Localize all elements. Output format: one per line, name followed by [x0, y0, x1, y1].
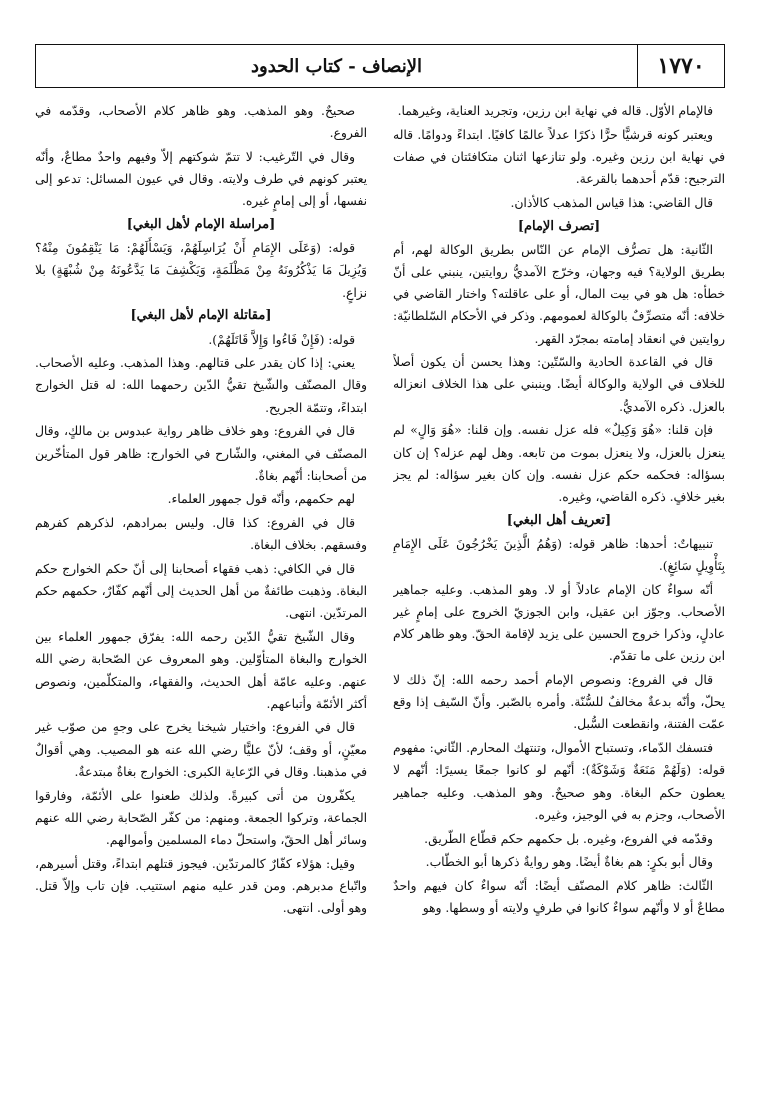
page-number: ١٧٧٠ [637, 45, 724, 87]
left-column-paragraph: يكفّرون من أتى كبيرةً. ولذلك طعنوا على الأئمّة، وفارقوا الجماعة، وتركوا الجمعة. ومنهم: من كفّر الصّحابة رضي الله عنهم وسائر أهل الحقّ، واستحلّ دماء المسلمين وأموالهم. [35, 788, 367, 847]
right-column-paragraph: الثّالث: ظاهر كلام المصنّف أيضًا: أنّه سواءٌ كان فيهم واحدٌ مطاعٌ أو لا وأنّهم سواءٌ كانوا في طرفٍ ولايته أو وسطها. وهو [393, 878, 725, 916]
right-column-section-heading: [تعريف أهل البغي] [506, 512, 612, 528]
left-column-paragraph: لهم حكمهم، وأنّه قول جمهور العلماء. [167, 492, 355, 507]
right-column-paragraph: قال القاضي: هذا قياس المذهب كالأذان. [510, 195, 713, 210]
right-column-section-heading: [تصرف الإمام] [517, 218, 601, 234]
right-column-paragraph: أنّه سواءٌ كان الإمام عادلاً أو لا. وهو المذهب. وعليه جماهير الأصحاب. وجوّز ابن عقيل، وابن الجوزيّ الخروج على إمامٍ غير عادلٍ، وذكرا خروج الحسين على يزيد لإقامة الحقّ. وهو ظاهر كلام ابن رزين على ما تقدّم. [393, 582, 725, 664]
left-column-paragraph: قال في الكافي: ذهب فقهاء أصحابنا إلى أنّ حكم الخوارج حكم البغاة. وذهبت طائفةٌ من أهل الحديث إلى أنّهم كفّارٌ، حكمهم حكم المرتدّين. انتهى. [35, 562, 367, 621]
left-column-paragraph: يعني: إذا كان يقدر على قتالهم. وهذا المذهب. وعليه الأصحاب. وقال المصنّف والشّيخ تقيُّ الدّين رحمهما الله: له قتل الخوارج ابتداءً، وتتمّة الجريح. [35, 356, 367, 415]
left-column-paragraph: وقال الشّيخ تقيُّ الدّين رحمه الله: يفرّق جمهور العلماء بين الخوارج والبغاة المتأوّلين. وهو المعروف عن الصّحابة رضي الله عنهم. وعليه عامّة أهل الحديث، والفقهاء، والمتكلّمين، ونصوص أكثر الأئمّة وأتباعهم. [35, 630, 367, 711]
left-column-paragraph: وقيل: هؤلاء كفّارٌ كالمرتدّين. فيجوز قتلهم ابتداءً، وقتل أسيرهم، واتّباع مدبرهم. ومن قدر عليه منهم استتيب. فإن تاب وإلاّ قتل. وهو أولى. انتهى. [35, 856, 367, 916]
right-column-paragraph: فإن قلنا: «هُوَ وَكِيلٌ» فله عزل نفسه. وإن قلنا: «هُوَ وَالٍ» لم ينعزل بالعزل، ولا ينعزل بموت من تابعه. وهل لهم عزله؟ إن كان بسؤاله: فحكمه حكم عزل نفسه. وإن كان بغير سؤاله: لم يجز بغير خلافٍ. ذكره القاضي، وغيره. [393, 423, 725, 504]
left-column-section-heading: [مقاتلة الإمام لأهل البغي] [130, 308, 272, 324]
text-columns [35, 100, 725, 1095]
right-column-paragraph: فتسفك الدّماء، وتستباح الأموال، وتنتهك المحارم. الثّاني: مفهوم قوله: (وَلَهُمْ مَنَعَةٌ وَشَوْكَةٌ): أنّهم لو كانوا جمعًا يسيرًا: أنّهم لا يعطون حكم البغاة. وهو صحيحٌ. وهو المذهب. وعليه جماهير الأصحاب، وجزم به في الوجيز، وغيره. [393, 741, 725, 822]
right-column-paragraph: الثّانية: هل تصرُّف الإمام عن النّاس بطريق الوكالة لهم، أم بطريق الولاية؟ فيه وجهان، وخرّج الآمديُّ روايتين، ينبني على أنّ خطأه: هل هو في بيت المال، أو على عاقلته؟ واختار القاضي في خلافه: أنّه متصرِّفٌ بالوكالة لعمومهم. وذكر في الأحكام السّلطانيّة: روايتين في انعقاد إمامته بمجرّد القهر. [393, 242, 725, 346]
left-column-paragraph: قوله: (فَإِنْ فَاءُوا وَإِلاَّ قَاتَلَهُمْ). [208, 332, 355, 347]
right-column-paragraph: وقدّمه في الفروع، وغيره. بل حكمهم حكم قطّاع الطّريق. [424, 831, 713, 846]
right-column-paragraph: قال في الفروع: ونصوص الإمام أحمد رحمه الله: إنّ ذلك لا يحلّ، وأنّه بدعةٌ مخالفٌ للسُّنّة. وأمره بالصّبر. وأنّ السّيف إذا وقع عمّت الفتنة، وانقطعت السُّبل. [393, 673, 725, 732]
running-title: الإنصاف - كتاب الحدود [251, 55, 422, 77]
left-column-paragraph: قال في الفروع: وهو خلاف ظاهر رواية عبدوس بن مالكٍ، وقال المصنّف في المغني، والشّارح في الخوارج: ظاهر قول المتأخّرين من أصحابنا: أنّهم بغاةٌ. [35, 424, 367, 483]
left-column-paragraph: صحيحٌ. وهو المذهب. وهو ظاهر كلام الأصحاب، وقدّمه في الفروع. [35, 104, 367, 141]
left-column-section-heading: [مراسلة الإمام لأهل البغي] [126, 217, 276, 233]
left-column [35, 100, 367, 1095]
left-column-paragraph: وقال في التّرغيب: لا تتمّ شوكتهم إلاّ وفيهم واحدٌ مطاعٌ، وأنّه يعتبر كونهم في طرف ولايته. وقال في عيون المسائل: تدعو إلى نفسها، أو إلى إمامٍ غيره. [35, 149, 367, 209]
right-column-paragraph: فالإمام الأوّل. قاله في نهاية ابن رزين، وتجريد العناية، وغيرهما. [397, 104, 713, 118]
right-column-paragraph: ويعتبر كونه قرشيًّا حرًّا ذكرًا عدلاً عالمًا كافيًا. ابتداءً ودوامًا. قاله في نهاية ابن رزين وغيره. ولو تنازعها اثنان متكافئتان في صفات الترجيح: قدّم أحدهما بالقرعة. [393, 127, 725, 187]
left-column-paragraph: قال في الفروع: واختيار شيخنا يخرج على وجهٍ من صوّب غير معيّنٍ، أو وقف؛ لأنّ عليًّا رضي الله عنه هو المصيب. وهي أقوالٌ في مذهبنا. وقال في الرّعاية الكبرى: الخوارج بغاةٌ مبتدعةٌ. [35, 720, 367, 779]
left-column-paragraph: قال في الفروع: كذا قال. وليس بمرادهم، لذكرهم كفرهم وفسقهم. بخلاف البغاة. [35, 516, 367, 553]
right-column [393, 100, 725, 1095]
right-column-paragraph: قال في القاعدة الحادية والسّتّين: وهذا يحسن أن يكون أصلاً للخلاف في الولاية والوكالة أيضًا. وينبني على هذا الخلاف انعزاله بالعزل. ذكره الآمديُّ. [393, 355, 725, 414]
right-column-paragraph: وقال أبو بكرٍ: هم بغاةٌ أيضًا. وهو روايةٌ ذكرها أبو الخطّاب. [425, 855, 713, 870]
right-column-paragraph: تنبيهاتٌ: أحدها: ظاهر قوله: (وَهُمُ الَّذِينَ يَخْرُجُونَ عَلَى الإِمَامِ بِتَأْوِيلٍ سَائِغٍ). [393, 536, 725, 574]
page-header [35, 44, 725, 88]
left-column-paragraph: قوله: (وَعَلَى الإِمَامِ أَنْ يُرَاسِلَهُمْ، وَيَسْأَلَهُمْ: مَا يَنْقِمُونَ مِنْهُ؟ وَيُزِيلَ مَا يَذْكُرُونَهُ مِنْ مَظْلَمَةٍ، وَيَكْشِفَ مَا يَدَّعُونَهُ مِنْ شُبْهَةٍ) بلا نزاعٍ. [35, 241, 367, 300]
